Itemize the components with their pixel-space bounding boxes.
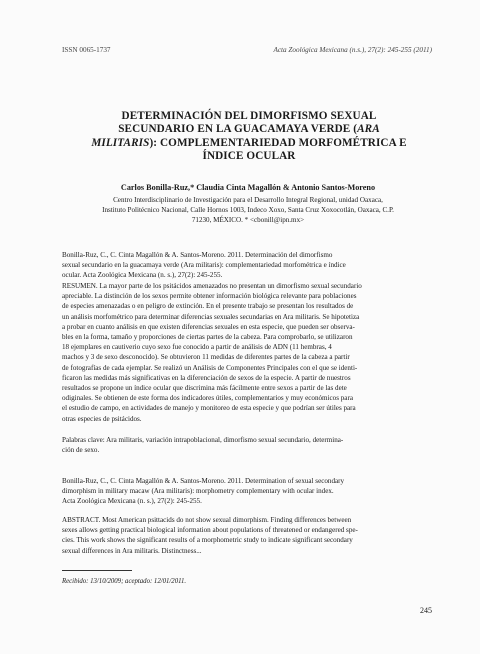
citation-line: Bonilla-Ruz, C., C. Cinta Magallón & A. Santos-Moreno. 2011. Determination of sexual secondary (62, 477, 345, 485)
received-date: Recibido: 13/10/2009; aceptado: 12/01/2011. (62, 578, 187, 585)
citation-line: ocular. Acta Zoológica Mexicana (n. s.), 27(2): 245-255. (62, 271, 223, 280)
resumen (62, 281, 436, 424)
citation-line: Acta Zoológica Mexicana (n. s.), 27(2): 245-255. (62, 497, 202, 506)
abstract-line: ABSTRACT. Most American psittacids do not show sexual dimorphism. Finding differences between (62, 516, 352, 524)
resumen-line: apreciable. La distinción de los sexos permite obtener información biológica relevante para poblaciones (62, 292, 357, 301)
resumen-line: de fotografías de cada ejemplar. Se realizó un Análisis de Componentes Principales con el que se identi- (62, 363, 358, 372)
resumen-line: un análisis morfométrico para determinar diferencias sexuales secundarias en Ara militaris. Se hipotetiza (62, 312, 360, 321)
citation-line: Bonilla-Ruz, C., C. Cinta Magallón & A. Santos-Moreno. 2011. Determinación del dimorfismo (62, 251, 333, 259)
keywords (62, 435, 436, 455)
affiliation-line: Centro Interdisciplinario de Investigación para el Desarrollo Integral Regional, unidad Oaxaca, (113, 196, 383, 204)
citation-spanish (62, 250, 436, 281)
resumen-line: bles en la forma, tamaño y proporciones de ciertas partes de la cabeza. Para comprobarlo, se utilizaron (62, 333, 353, 342)
affiliation-line: 71230, MÉXICO. * <cbonill@ipn.mx> (191, 216, 305, 225)
abstract-line: sexual differences in Ara militaris. Distinctness... (62, 546, 202, 555)
title-line-2 (70, 123, 428, 136)
affiliation-line: Instituto Politécnico Nacional, Calle Hornos 1003, Indeco Xoxo, Santa Cruz Xoxocotlán, Oaxaca, C.P. (102, 206, 394, 215)
resumen-line: el estudio de campo, en actividades de manejo y monitoreo de esta especie y que podrían ser útiles para (62, 404, 356, 413)
article-title (70, 110, 428, 164)
resumen-line: a probar en cuanto análisis en que existen diferencias sexuales en esta especie, que pueden ser observa- (62, 322, 355, 331)
resumen-line: otras especies de psitácidos. (62, 414, 142, 423)
title-line-4: ÍNDICE OCULAR (202, 150, 296, 163)
resumen-line: 18 ejemplares en cautiverio cuyo sexo fue conocido a partir de análisis de ADN (11 hembras, 4 (62, 343, 332, 352)
title-line-1: DETERMINACIÓN DEL DIMORFISMO SEXUAL (121, 110, 377, 122)
abstract-line: sexes allows getting practical biological information about populations of threatened or endangered spe- (62, 526, 358, 535)
resumen-line: ficaron las medidas más significativas en la diferenciación de sexos de la especie. A partir de nuestros (62, 373, 351, 382)
resumen-line: resultados se propone un índice ocular que discrimina más fácilmente entre sexos a partir de las dete (62, 384, 347, 393)
issn-header: ISSN 0065-1737 (62, 46, 111, 54)
abstract-line: cies. This work shows the significant results of a morphometric study to indicate significant secondary (62, 536, 353, 545)
author-list: Carlos Bonilla-Ruz,* Claudia Cinta Magallón & Antonio Santos-Moreno (120, 183, 376, 192)
abstract (62, 515, 436, 556)
footnote-rule (62, 570, 132, 571)
affiliation (58, 195, 438, 226)
keywords-line: ción de sexo. (62, 446, 100, 455)
page-number: 245 (420, 606, 432, 615)
citation-english (62, 476, 436, 507)
title-species: MILITARIS (91, 136, 150, 149)
citation-line: sexual secundario en la guacamaya verde (Ara militaris): complementariedad morfométrica e índice (62, 261, 346, 270)
journal-header: Acta Zoológica Mexicana (n.s.), 27(2): 245-255 (2011) (273, 46, 432, 54)
resumen-line: RESUMEN. La mayor parte de los psitácidos amenazados no presentan un dimorfismo sexual secundario (62, 282, 362, 290)
title-line-2-text: SECUNDARIO EN LA GUACAMAYA VERDE ( (118, 123, 358, 136)
resumen-line: machos y 3 de sexo desconocido). Se obtuvieron 11 medidas de diferentes partes de la cabeza a partir (62, 353, 350, 362)
title-genus: ARA (357, 123, 380, 136)
title-line-3 (70, 137, 428, 150)
citation-line: dimorphism in military macaw (Ara militaris): morphometry complementary with ocular index. (62, 487, 334, 496)
keywords-line: Palabras clave: Ara militaris, variación intrapoblacional, dimorfismo sexual secundario, determina- (62, 436, 344, 444)
title-line-3-text: ): COMPLEMENTARIEDAD MORFOMÉTRICA E (149, 136, 407, 149)
resumen-line: odiginales. Se obtienen de este forma dos indicadores útiles, complementarios y muy económicos para (62, 394, 353, 403)
resumen-line: de especies amenazadas o en peligro de extinción. En el presente trabajo se presentan los resultados de (62, 302, 354, 311)
